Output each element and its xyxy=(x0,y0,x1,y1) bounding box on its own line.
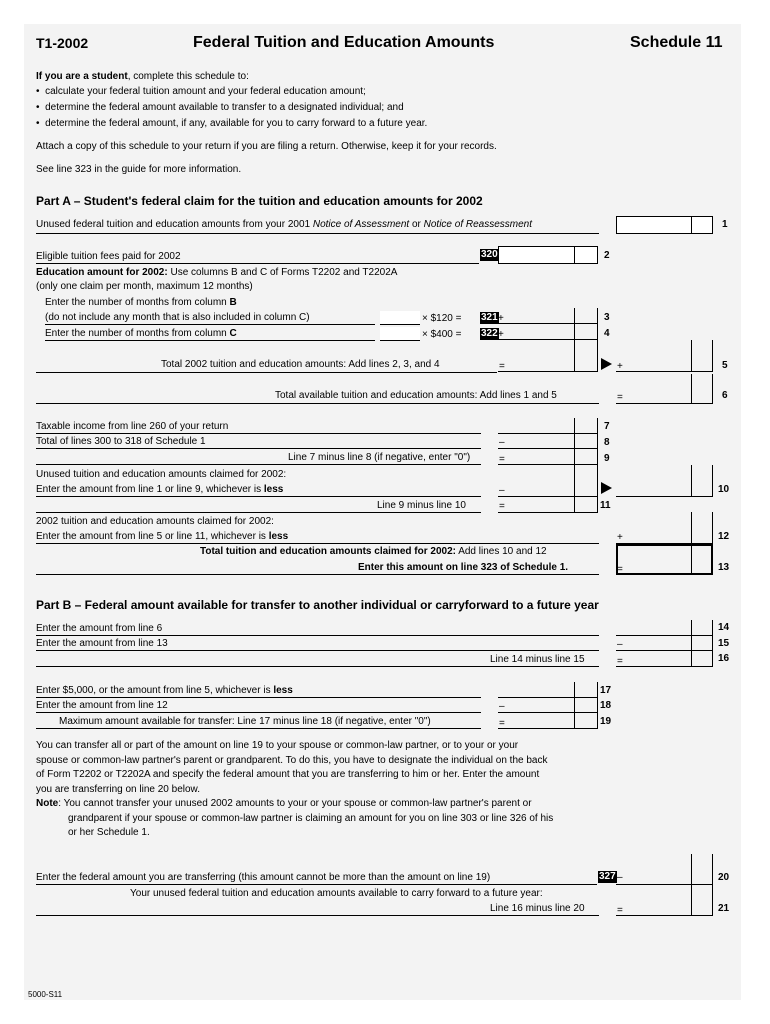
line-21-amount[interactable] xyxy=(616,885,713,916)
line-20-label: Enter the federal amount you are transferring (this amount cannot be more than the amount on line 19) xyxy=(36,872,491,883)
months-b-input[interactable] xyxy=(380,311,420,325)
line-5-amount[interactable] xyxy=(616,340,713,372)
intro-lead: If you are a student, complete this schedule to: xyxy=(36,71,249,82)
line-16-amount[interactable] xyxy=(616,651,713,667)
line-8-label: Total of lines 300 to 318 of Schedule 1 xyxy=(36,436,206,447)
line-6-amount[interactable] xyxy=(616,374,713,404)
line-21-heading: Your unused federal tuition and education amounts available to carry forward to a future year: xyxy=(130,888,543,899)
unused-amounts-heading: Unused tuition and education amounts claimed for 2002: xyxy=(36,469,287,480)
line-6-label: Total available tuition and education amounts: Add lines 1 and 5 xyxy=(275,390,557,401)
form-code: 5000-S11 xyxy=(28,990,63,999)
line-code-327: 327 xyxy=(599,871,616,882)
line-21-label: Line 16 minus line 20 xyxy=(490,903,585,914)
intro-bullet: • calculate your federal tuition amount and your federal education amount; xyxy=(36,86,366,97)
line-14-label: Enter the amount from line 6 xyxy=(36,623,163,634)
line-16-label: Line 14 minus line 15 xyxy=(490,654,585,665)
line-19-amount[interactable] xyxy=(498,713,598,729)
line-8-amount[interactable] xyxy=(498,434,598,449)
line-code-320: 320 xyxy=(481,249,498,260)
line-3-amount[interactable] xyxy=(498,308,598,324)
months-b-note: (do not include any month that is also included in column C) xyxy=(45,312,310,323)
line-7-amount[interactable] xyxy=(498,418,598,434)
line-13-instruction: Enter this amount on line 323 of Schedule 1. xyxy=(358,562,569,573)
line-code-321: 321 xyxy=(481,312,498,323)
transfer-note: Note: You cannot transfer your unused 2002 amounts to your or your spouse or common-law partner's parent or grandparent if your spouse or common-law partner is claiming an amount for you on line 303 or line 326 of his or her Schedule 1. xyxy=(36,798,554,838)
months-b-label: Enter the number of months from column B xyxy=(45,297,237,308)
line-17-amount[interactable] xyxy=(498,682,598,698)
carry-arrow-icon xyxy=(601,358,612,370)
part-a-title: Part A – Student's federal claim for the tuition and education amounts for 2002 xyxy=(36,194,483,208)
line-2-amount[interactable] xyxy=(498,246,598,264)
page-title: Federal Tuition and Education Amounts xyxy=(193,34,495,51)
claimed-amounts-heading: 2002 tuition and education amounts claimed for 2002: xyxy=(36,516,274,527)
line-13-amount[interactable] xyxy=(616,544,713,575)
line-1-amount[interactable] xyxy=(616,216,713,234)
line-1-label: Unused federal tuition and education amounts from your 2001 Notice of Assessment or Notice of Reassessment xyxy=(36,219,533,230)
line-5-subtotal[interactable] xyxy=(498,340,598,372)
line-18-label: Enter the amount from line 12 xyxy=(36,700,168,711)
line-12-amount[interactable] xyxy=(616,512,713,544)
months-c-input[interactable] xyxy=(380,327,420,341)
line-10-subtotal[interactable] xyxy=(498,465,598,497)
line-19-label: Maximum amount available for transfer: Line 17 minus line 18 (if negative, enter "0") xyxy=(59,716,431,727)
line-11-label: Line 9 minus line 10 xyxy=(377,500,466,511)
attach-instruction: Attach a copy of this schedule to your return if you are filing a return. Otherwise, keep it for your records. xyxy=(36,141,497,152)
line-5-label: Total 2002 tuition and education amounts: Add lines 2, 3, and 4 xyxy=(161,359,440,370)
multiplier-400: × $400 = xyxy=(422,329,462,340)
line-18-amount[interactable] xyxy=(498,698,598,713)
form-page: T1-2002 Federal Tuition and Education Amounts Schedule 11 If you are a student, complete this schedule to: • calculate your federal tuition amount and your federal education amount; • determine the federal amount available to transfer to a designated individual; and • determine the federal amount, if any, available for you to carry forward to a future year. Attach a copy of this schedule to your return if you are filing a return. Otherwise, keep it for your records. See line 323 in the guide for more information. Part A – Student's federal claim for the tuition and education amounts for 2002 Unused federal tuition and education amounts from your 2001 Notice of Assessment or Notice of Reassessment 1 Eligible tuition fees paid for 2002 320 2 Education amount for 2002: Use columns B and C of Forms T2202 and T2202A (only one claim per month, maximum 12 months) Enter the number of months from column B (do not include any month that is also included in column C) × $120 = 321 + 3 Enter the number of months from column C × $400 = 322 + 4 Total 2002 tuition and education amounts: Add lines 2, 3, and 4 = + 5 Total available tuition and education amounts: Add lines 1 and 5 = 6 Taxable income from line 260 of your return 7 Total of lines 300 to 318 of Schedule 1 – 8 Line 7 minus line 8 (if negative, enter "0") = 9 Unused tuition and education amounts claimed for 2002: Enter the amount from line 1 or line 9, whichever is less – 10 Line 9 minus line 10 = 11 2002 tuition and education amounts claimed for 2002: Enter the amount from line 5 or line 11, whichever is less + 12 Total tuition and education amounts claimed for 2002: Add lines 10 and 12 Enter this amount on line 323 of Schedule 1. = 13 Part B – Federal amount available for transfer to another individual or carryforward to a future year Enter the amount from line 6 14 Enter the amount from line 13 – 15 Line 14 minus line 15 = 16 Enter $5,000, or the amount from line 5, whichever is less 17 Enter the amount from line 12 – 18 Maximum amount available for transfer: Line 17 minus line 18 (if negative, enter "0") = 19 You can transfer all or part of the amount on line 19 to your spouse or common-law partner, or to your or your spouse or common-law partner's parent or grandparent. To do this, you have to designate the individual on the back of Form T2202 or T2202A and specify the federal amount that you are transferring to him or her. Enter the amount you are transferring on line 20 below. Note: You cannot transfer your unused 2002 amounts to your or your spouse or common-law partner's parent or grandparent if your spouse or common-law partner is claiming an amount for you on line 303 or line 326 of his or her Schedule 1. Enter the federal amount you are transferring (this amount cannot be more than the amount on line 19) 327 – 20 Your unused federal tuition and education amounts available to carry forward to a future year: Line 16 minus line 20 = 21 5000-S11 xyxy=(24,24,741,1000)
months-c-label: Enter the number of months from column C xyxy=(45,328,237,339)
line-code-322: 322 xyxy=(481,328,498,339)
line-15-amount[interactable] xyxy=(616,636,713,651)
education-amount-heading: Education amount for 2002: Use columns B and C of Forms T2202 and T2202A xyxy=(36,267,398,278)
line-20-amount[interactable] xyxy=(616,854,713,885)
line-9-label: Line 7 minus line 8 (if negative, enter "0") xyxy=(288,452,471,463)
multiplier-120: × $120 = xyxy=(422,313,462,324)
intro-bullet: • determine the federal amount, if any, available for you to carry forward to a future year. xyxy=(36,118,428,129)
line-13-label: Total tuition and education amounts claimed for 2002: Add lines 10 and 12 xyxy=(200,546,547,557)
line-2-label: Eligible tuition fees paid for 2002 xyxy=(36,251,181,262)
guide-reference: See line 323 in the guide for more information. xyxy=(36,164,242,175)
form-id: T1-2002 xyxy=(36,35,89,51)
transfer-instructions: You can transfer all or part of the amount on line 19 to your spouse or common-law partner, or to your or your spouse or common-law partner's parent or grandparent. To do this, you have to designate the individual on the back of Form T2202 or T2202A and specify the federal amount that you are transferring to him or her. Enter the amount you are transferring on line 20 below. xyxy=(36,740,548,795)
line-9-amount[interactable] xyxy=(498,449,598,465)
line-10-amount[interactable] xyxy=(616,465,713,497)
carry-arrow-icon xyxy=(601,482,612,494)
line-7-label: Taxable income from line 260 of your return xyxy=(36,421,229,432)
line-15-label: Enter the amount from line 13 xyxy=(36,638,168,649)
line-4-amount[interactable] xyxy=(498,324,598,340)
education-amount-note: (only one claim per month, maximum 12 months) xyxy=(36,281,253,292)
line-10-label: Enter the amount from line 1 or line 9, whichever is less xyxy=(36,484,284,495)
line-14-amount[interactable] xyxy=(616,620,713,636)
line-11-amount[interactable] xyxy=(498,497,598,513)
line-12-label: Enter the amount from line 5 or line 11, whichever is less xyxy=(36,531,289,542)
intro-bullet: • determine the federal amount available to transfer to a designated individual; and xyxy=(36,102,404,113)
line-17-label: Enter $5,000, or the amount from line 5, whichever is less xyxy=(36,685,293,696)
schedule-number: Schedule 11 xyxy=(630,34,723,51)
part-b-title: Part B – Federal amount available for transfer to another individual or carryforward to a future year xyxy=(36,598,599,612)
